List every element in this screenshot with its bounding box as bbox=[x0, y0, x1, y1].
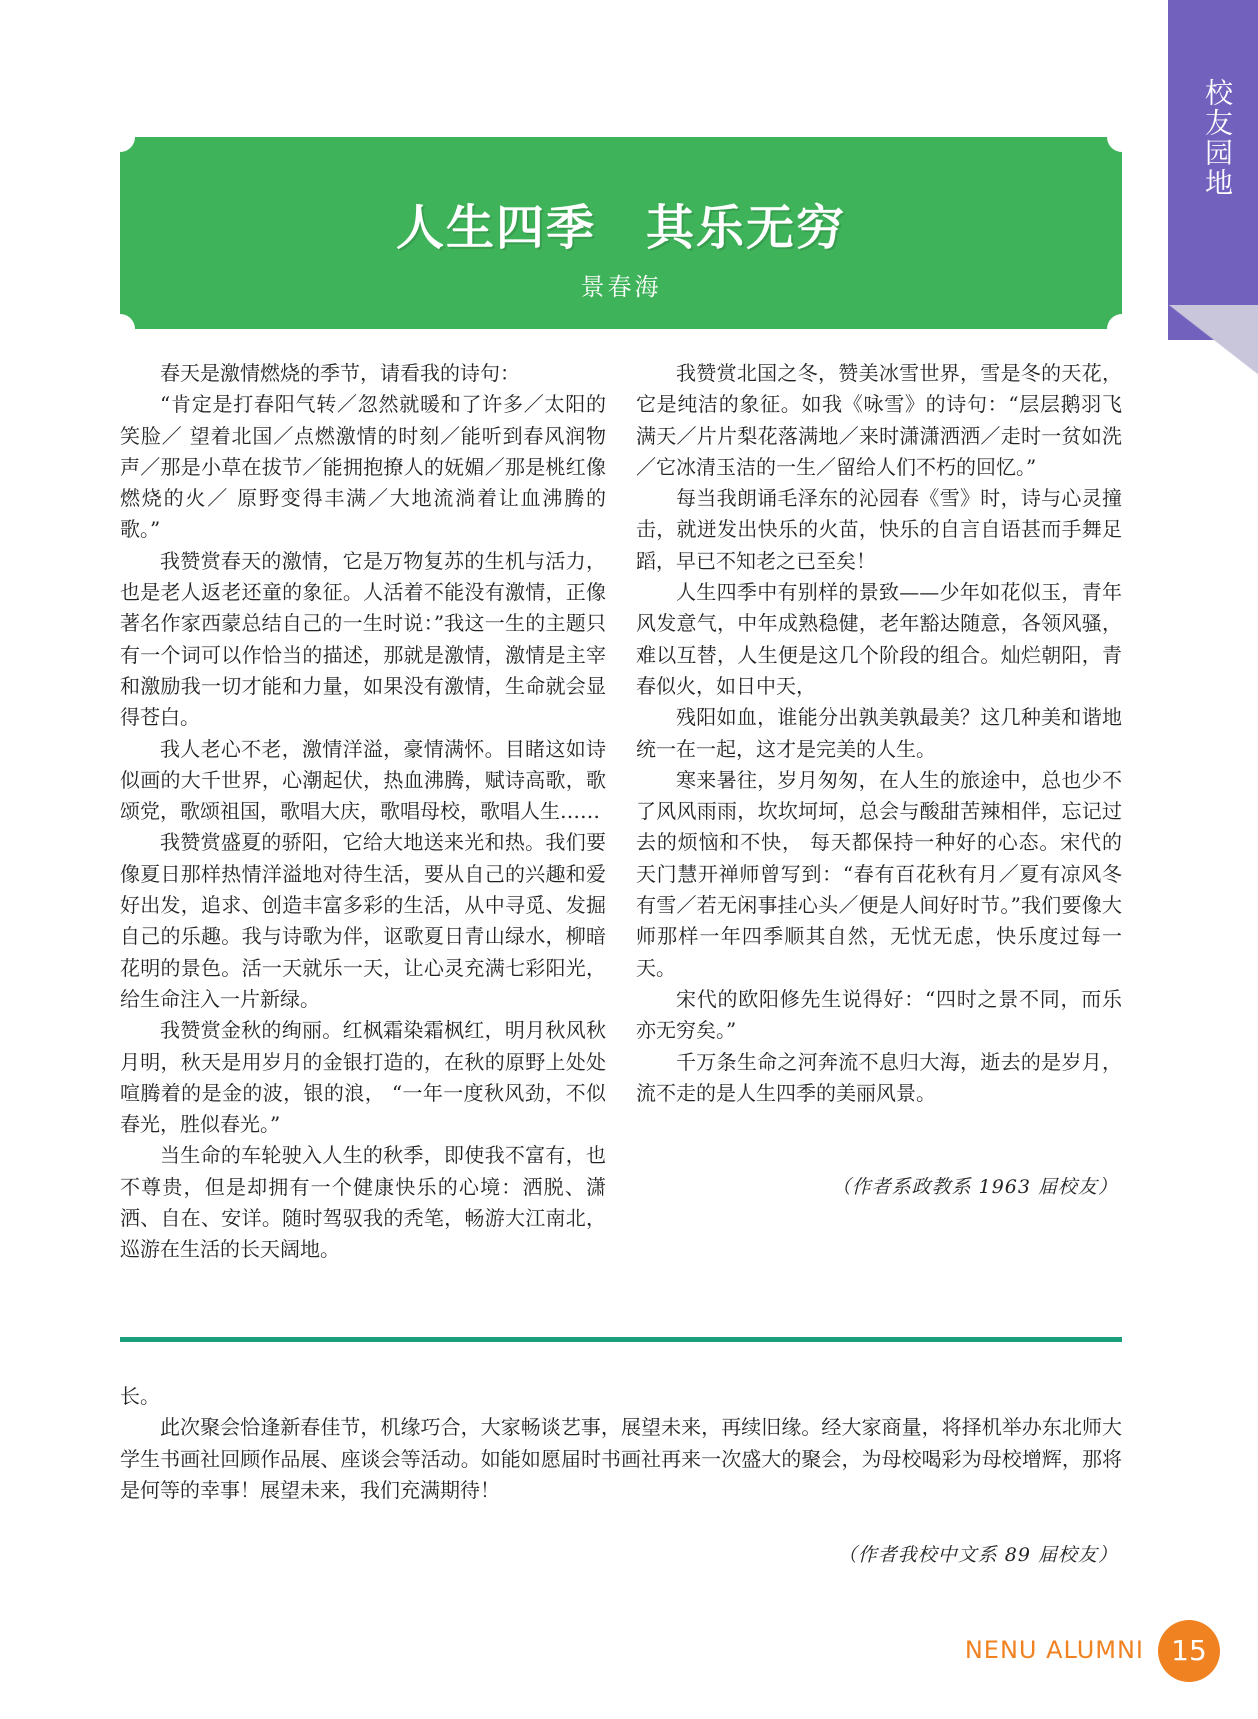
section-tab-fold bbox=[1168, 305, 1258, 375]
title-banner bbox=[120, 137, 1122, 329]
article-byline: （作者系政教系 1963 届校友） bbox=[831, 1176, 1118, 1198]
magazine-name: NENU ALUMNI bbox=[964, 1636, 1144, 1664]
paragraph: “肯定是打春阳气转／忽然就暖和了许多／太阳的笑脸／ 望着北国／点燃激情的时刻／能听到春风润物声／那是小草在拔节／能拥抱撩人的妩媚／那是桃红像燃烧的火／ 原野变得丰满／大地流淌着让血沸腾的歌。” bbox=[120, 392, 606, 542]
paragraph: 我赞赏盛夏的骄阳，它给大地送来光和热。我们要像夏日那样热情洋溢地对待生活，要从自己的兴趣和爱好出发，追求、创造丰富多彩的生活，从中寻觅、发掘自己的乐趣。我与诗歌为伴，讴歌夏日青山绿水，柳暗花明的景色。活一天就乐一天，让心灵充满七彩阳光，给生命注入一片新绿。 bbox=[120, 830, 606, 1011]
continuation-byline: （作者我校中文系 89 届校友） bbox=[837, 1544, 1118, 1566]
paragraph: 人生四季中有别样的景致——少年如花似玉，青年风发意气，中年成熟稳健，老年豁达随意，各领风骚，难以互替，人生便是这几个阶段的组合。灿烂朝阳，青春似火，如日中天， bbox=[636, 580, 1122, 698]
section-tab-label: 校友园地 bbox=[1201, 78, 1234, 198]
paragraph: 此次聚会恰逢新春佳节，机缘巧合，大家畅谈艺事，展望未来，再续旧缘。经大家商量，将择机举办东北师大学生书画社回顾作品展、座谈会等活动。如能如愿届时书画社再来一次盛大的聚会，为母校喝彩为母校增辉，那将是何等的幸事！展望未来，我们充满期待！ bbox=[120, 1415, 1122, 1502]
paragraph: 残阳如血，谁能分出孰美孰最美？这几种美和谐地统一在一起，这才是完美的人生。 bbox=[636, 705, 1122, 761]
page-number: 15 bbox=[1158, 1620, 1220, 1682]
paragraph: 宋代的欧阳修先生说得好：“四时之景不同，而乐亦无穷矣。” bbox=[636, 986, 1122, 1043]
paragraph: 我赞赏北国之冬，赞美冰雪世界，雪是冬的天花，它是纯洁的象征。如我《咏雪》的诗句：“层层鹅羽飞满天／片片梨花落满地／来时潇潇洒洒／走时一贫如洗／它冰清玉洁的一生／留给人们不朽的回忆。” bbox=[636, 361, 1122, 479]
paragraph: 我赞赏金秋的绚丽。红枫霜染霜枫红，明月秋风秋月明，秋天是用岁月的金银打造的，在秋的原野上处处喧腾着的是金的波，银的浪， “一年一度秋风劲，不似春光，胜似春光。” bbox=[120, 1018, 606, 1137]
article-author: 景春海 bbox=[580, 273, 662, 301]
paragraph: 我人老心不老，激情洋溢，豪情满怀。目睹这如诗似画的大千世界，心潮起伏，热血沸腾，赋诗高歌，歌颂党，歌颂祖国，歌唱大庆，歌唱母校，歌唱人生…… bbox=[120, 736, 606, 824]
article-title: 人生四季 其乐无穷 bbox=[395, 200, 846, 256]
article-right-column bbox=[636, 358, 1122, 1109]
paragraph: 千万条生命之河奔流不息归大海，逝去的是岁月，流不走的是人生四季的美丽风景。 bbox=[636, 1049, 1122, 1105]
paragraph: 我赞赏春天的激情，它是万物复苏的生机与活力，也是老人返老还童的象征。人活着不能没有激情，正像著名作家西蒙总结自己的一生时说：”我这一生的主题只有一个词可以作恰当的描述，那就是激情，激情是主宰和激励我一切才能和力量，如果没有激情，生命就会显得苍白。 bbox=[120, 548, 606, 730]
paragraph: 每当我朗诵毛泽东的沁园春《雪》时，诗与心灵撞击，就迸发出快乐的火苗，快乐的自言自语甚而手舞足蹈，早已不知老之已至矣！ bbox=[636, 486, 1122, 573]
article-left-column bbox=[120, 358, 606, 1266]
paragraph: 春天是激情燃烧的季节，请看我的诗句： bbox=[160, 361, 520, 385]
paragraph: 长。 bbox=[120, 1384, 160, 1408]
paragraph: 寒来暑往，岁月匆匆，在人生的旅途中，总也少不了风风雨雨，坎坎坷坷，总会与酸甜苦辣相伴，忘记过去的烦恼和不快， 每天都保持一种好的心态。宋代的天门慧开禅师曾写到：“春有百花秋有月／夏有凉风冬有雪／若无闲事挂心头／便是人间好时节。”我们要像大师那样一年四季顺其自然，无忧无虑，快乐度过每一天。 bbox=[636, 767, 1122, 980]
paragraph: 当生命的车轮驶入人生的秋季，即使我不富有，也不尊贵，但是却拥有一个健康快乐的心境：洒脱、潇洒、自在、安详。随时驾驭我的秃笔，畅游大江南北，巡游在生活的长天阔地。 bbox=[120, 1143, 606, 1262]
section-divider bbox=[120, 1337, 1122, 1342]
previous-article-continuation bbox=[120, 1381, 1122, 1506]
